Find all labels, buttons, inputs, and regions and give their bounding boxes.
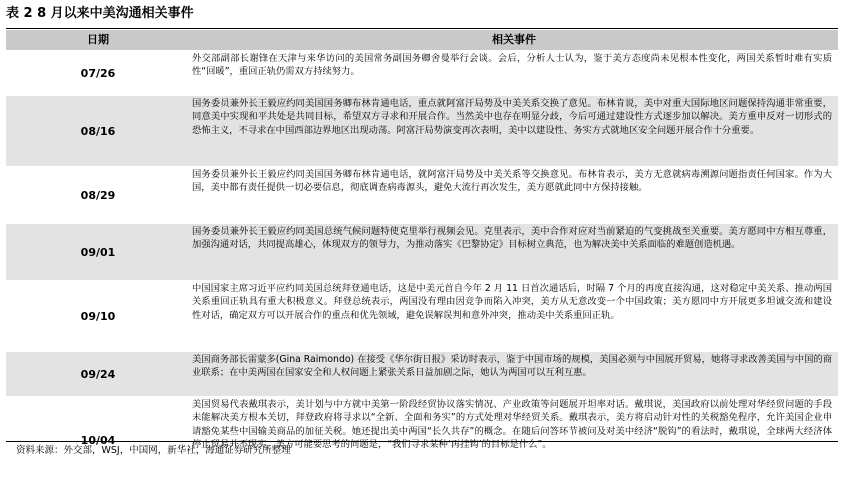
table-row [6, 223, 838, 280]
source-note: 资料来源：外交部，WSJ，中国网，新华社，海通证券研究所整理 [16, 445, 291, 456]
date-column-header: 日期 [87, 33, 109, 46]
row-event: 国务委员兼外长王毅应约同美国总统气候问题特使克里举行视频会见。克里表示，美中合作对应对当前紧迫的气变挑战至关重要。美方愿同中方相互尊重，加强沟通对话，共同提高雄心，体现双方的领导力，为推动落实《巴黎协定》目标树立典范，也为解决美中关系面临的难题创造机遇。 [192, 226, 832, 251]
events-table [6, 30, 838, 483]
table-row [6, 95, 838, 166]
table-row [6, 280, 838, 351]
bottom-rule [6, 441, 838, 442]
table-row [6, 351, 838, 396]
row-event: 国务委员兼外长王毅应约同美国国务卿布林肯通电话，就阿富汗局势及中美关系等交换意见。布林肯表示，美方无意就病毒溯源问题指责任何国家。作为大国，美中都有责任提供一切必要信息，彻底调查病毒源头，避免大流行再次发生，美方愿就此同中方保持接触。 [192, 169, 832, 194]
row-event: 美国商务部长雷蒙多(Gina Raimondo) 在接受《华尔街日报》采访时表示，鉴于中国市场的规模，美国必须与中国展开贸易，她将寻求改善美国与中国的商业联系；在中美两国在国家安全和人权问题上紧张关系日益加剧之际，她认为两国可以互利互惠。 [192, 354, 832, 379]
table-row [6, 50, 838, 95]
row-date: 10/04 [80, 433, 116, 447]
row-event: 外交部副部长谢锋在天津与来华访问的美国常务副国务卿舍曼举行会谈。会后，分析人士认为，鉴于美方态度尚未见根本性变化，两国关系暂时难有实质性“回暖”，重回正轨仍需双方持续努力。 [192, 53, 832, 78]
row-date: 08/16 [80, 124, 116, 138]
table-header [6, 30, 838, 50]
row-date: 07/26 [80, 66, 116, 80]
event-column-header: 相关事件 [492, 33, 536, 46]
row-date: 08/29 [80, 188, 116, 202]
row-date: 09/01 [80, 245, 116, 259]
table-row [6, 396, 838, 483]
top-rule [6, 28, 838, 29]
table-title: 表 2 8 月以来中美沟通相关事件 [6, 6, 194, 21]
row-event: 中国国家主席习近平应约同美国总统拜登通电话，这是中美元首自今年 2 月 11 日首次通话后，时隔 7 个月的再度直接沟通，这对稳定中美关系、推动两国关系重回正轨具有重大积极意义。拜登总统表示，两国没有理由因竞争而陷入冲突，美方从无意改变一个中国政策；美方愿同中方开展更多坦诚交流和建设性对话，确定双方可以开展合作的重点和优先领域，避免误解误判和意外冲突，推动美中关系重回正轨。 [192, 283, 832, 321]
row-event: 美国贸易代表戴琪表示，美计划与中方就中美第一阶段经贸协议落实情况、产业政策等问题展开坦率对话。戴琪说，美国政府以前处理对华经贸问题的手段未能解决美方根本关切，拜登政府将寻求以“全新、全面和务实”的方式处理对华经贸关系。戴琪表示，美方将启动针对性的关税豁免程序，允许美国企业申请豁免某些中国输美商品的加征关税。她还提出美中两国“长久共存”的概念。在随后问答环节被问及对美中经济“脱钩”的看法时，戴琪说，全球两大经济体停止贸易并不现实。美方可能要思考的问题是，“我们寻求某种‘再挂钩’的目标是什么”。 [192, 399, 832, 451]
table-row [6, 166, 838, 223]
row-date: 09/24 [80, 367, 116, 381]
row-event: 国务委员兼外长王毅应约同美国国务卿布林肯通电话，重点就阿富汗局势及中美关系交换了意见。布林肯说，美中对重大国际地区问题保持沟通非常重要，同意美中实现和平共处是共同目标，希望双方寻求和开展合作。当然美中也存在明显分歧，今后可通过建设性方式逐步加以解决。美方重申反对一切形式的恐怖主义，不寻求在中国西部边界地区出现动荡。阿富汗局势演变再次表明，美中以建设性、务实方式就地区安全问题开展合作十分重要。 [192, 98, 832, 136]
row-date: 09/10 [80, 309, 116, 323]
